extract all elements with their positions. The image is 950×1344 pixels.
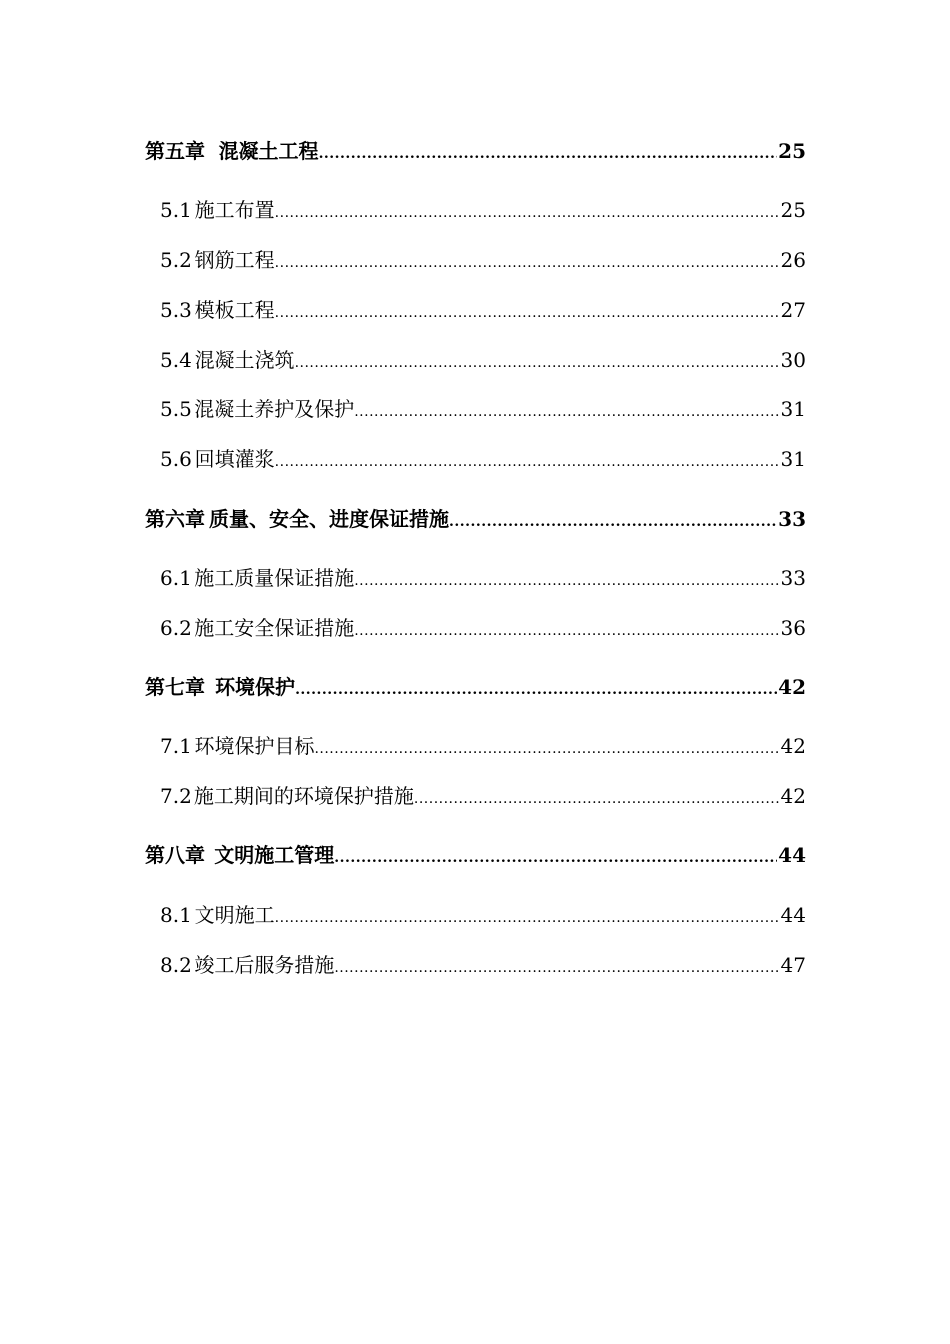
toc-section-number: 7.2 bbox=[160, 784, 192, 808]
toc-section-title: 施工布置 bbox=[194, 198, 275, 222]
toc-page-number: 36 bbox=[780, 616, 806, 640]
toc-section-title: 竣工后服务措施 bbox=[194, 953, 335, 977]
toc-leader-dots bbox=[354, 397, 779, 427]
toc-page-number: 42 bbox=[780, 734, 806, 758]
toc-section-title: 钢筋工程 bbox=[194, 248, 275, 272]
toc-section-title: 回填灌浆 bbox=[194, 447, 275, 471]
toc-section-title: 文明施工 bbox=[194, 903, 275, 927]
toc-page-number: 30 bbox=[780, 348, 806, 372]
toc-section-5-2[interactable] bbox=[145, 245, 806, 275]
toc-leader-dots bbox=[354, 566, 779, 596]
toc-chapter-5[interactable] bbox=[145, 136, 806, 166]
toc-leader-dots bbox=[275, 248, 780, 278]
toc-section-title: 混凝土浇筑 bbox=[194, 348, 295, 372]
toc-page-number: 33 bbox=[780, 566, 806, 590]
toc-section-5-1[interactable] bbox=[145, 195, 806, 225]
toc-section-number: 5.4 bbox=[160, 348, 192, 372]
toc-section-number: 5.5 bbox=[160, 397, 192, 421]
toc-section-number: 5.3 bbox=[160, 298, 192, 322]
toc-chapter-title: 混凝土工程 bbox=[218, 139, 319, 163]
toc-leader-dots bbox=[275, 298, 780, 328]
toc-chapter-number: 第六章 bbox=[145, 507, 205, 531]
toc-section-number: 8.1 bbox=[160, 903, 192, 927]
toc-page-number: 27 bbox=[780, 298, 806, 322]
toc-section-6-1[interactable] bbox=[145, 563, 806, 593]
toc-section-title: 施工安全保证措施 bbox=[194, 616, 355, 640]
toc-section-5-3[interactable] bbox=[145, 295, 806, 325]
toc-chapter-number: 第七章 bbox=[145, 675, 205, 699]
toc-section-8-2[interactable] bbox=[145, 950, 806, 980]
toc-section-number: 8.2 bbox=[160, 953, 192, 977]
toc-leader-dots bbox=[334, 953, 779, 983]
toc-page-number: 25 bbox=[778, 139, 806, 163]
toc-leader-dots bbox=[295, 675, 777, 705]
toc-section-title: 施工质量保证措施 bbox=[194, 566, 355, 590]
toc-leader-dots bbox=[275, 903, 780, 933]
toc-page-number: 42 bbox=[780, 784, 806, 808]
toc-leader-dots bbox=[319, 139, 778, 169]
toc-section-title: 环境保护目标 bbox=[194, 734, 315, 758]
toc-page-number: 31 bbox=[780, 447, 806, 471]
toc-page-number: 44 bbox=[778, 843, 806, 867]
toc-section-5-5[interactable] bbox=[145, 394, 806, 424]
toc-page-number: 47 bbox=[780, 953, 806, 977]
toc-leader-dots bbox=[449, 507, 777, 537]
toc-section-5-6[interactable] bbox=[145, 444, 806, 474]
toc-page-number: 33 bbox=[778, 507, 806, 531]
toc-section-number: 5.6 bbox=[160, 447, 192, 471]
toc-section-number: 5.2 bbox=[160, 248, 192, 272]
toc-section-number: 7.1 bbox=[160, 734, 192, 758]
toc-chapter-6[interactable] bbox=[145, 504, 806, 534]
toc-leader-dots bbox=[275, 447, 780, 477]
toc-section-6-2[interactable] bbox=[145, 613, 806, 643]
toc-leader-dots bbox=[354, 616, 779, 646]
toc-section-5-4[interactable] bbox=[145, 345, 806, 375]
toc-leader-dots bbox=[295, 348, 780, 378]
toc-section-number: 5.1 bbox=[160, 198, 192, 222]
toc-leader-dots bbox=[314, 734, 779, 764]
toc-leader-dots bbox=[414, 784, 780, 814]
toc-leader-dots bbox=[334, 843, 777, 873]
toc-chapter-number: 第八章 bbox=[145, 843, 205, 867]
toc-page-number: 42 bbox=[778, 675, 806, 699]
toc-chapter-title: 质量、安全、进度保证措施 bbox=[209, 507, 449, 531]
toc-page-number: 44 bbox=[780, 903, 806, 927]
toc-page-number: 25 bbox=[780, 198, 806, 222]
toc-leader-dots bbox=[275, 198, 780, 228]
toc-chapter-7[interactable] bbox=[145, 672, 806, 702]
toc-chapter-8[interactable] bbox=[145, 840, 806, 870]
toc-page-number: 26 bbox=[780, 248, 806, 272]
toc-page-number: 31 bbox=[780, 397, 806, 421]
toc-section-number: 6.1 bbox=[160, 566, 192, 590]
toc-section-title: 施工期间的环境保护措施 bbox=[193, 784, 414, 808]
toc-chapter-title: 文明施工管理 bbox=[214, 843, 335, 867]
toc-section-7-1[interactable] bbox=[145, 731, 806, 761]
toc-chapter-title: 环境保护 bbox=[215, 675, 296, 699]
toc-section-title: 模板工程 bbox=[194, 298, 275, 322]
toc-chapter-number: 第五章 bbox=[145, 139, 205, 163]
toc-section-7-2[interactable] bbox=[145, 781, 806, 811]
toc-section-title: 混凝土养护及保护 bbox=[194, 397, 355, 421]
toc-section-8-1[interactable] bbox=[145, 900, 806, 930]
toc-section-number: 6.2 bbox=[160, 616, 192, 640]
